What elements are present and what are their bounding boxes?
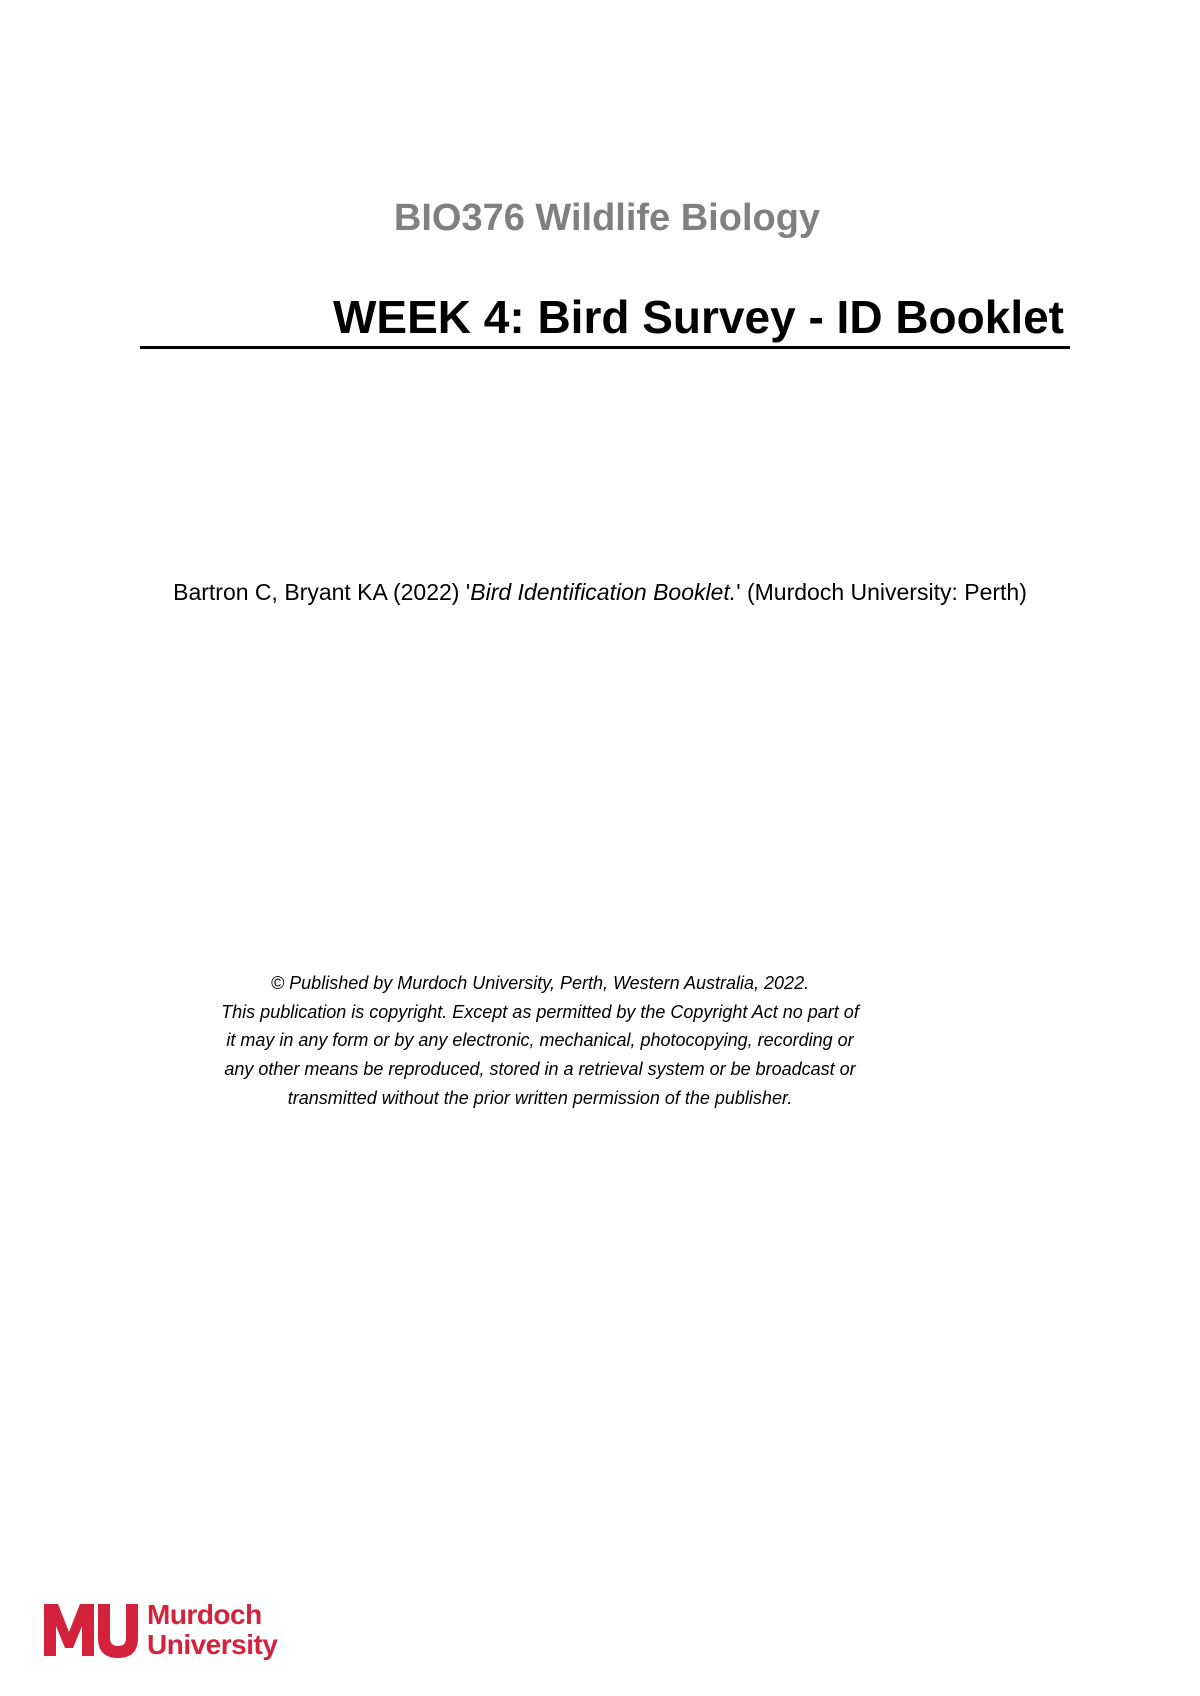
page-title: WEEK 4: Bird Survey - ID Booklet bbox=[332, 291, 1064, 343]
copyright-line: This publication is copyright. Except as permitted by the Copyright Act no part of bbox=[221, 1001, 859, 1022]
copyright-line: any other means be reproduced, stored in a retrieval system or be broadcast or bbox=[224, 1059, 856, 1080]
copyright-line: © Published by Murdoch University, Perth, Western Australia, 2022. bbox=[270, 973, 810, 993]
copyright-line: transmitted without the prior written permission of the publisher. bbox=[287, 1087, 793, 1108]
mu-monogram-icon bbox=[44, 1602, 140, 1658]
citation-authors: Bartron C, Bryant KA (2022) ' bbox=[173, 579, 471, 605]
citation-publisher: ' (Murdoch University: Perth) bbox=[736, 579, 1027, 605]
logo-name-line1: Murdoch bbox=[147, 1599, 262, 1630]
title-underline bbox=[140, 346, 1070, 349]
citation-title: Bird Identification Booklet. bbox=[470, 579, 737, 605]
citation bbox=[0, 578, 1200, 606]
copyright-line: it may in any form or by any electronic, mechanical, photocopying, recording or bbox=[226, 1030, 854, 1051]
course-title: BIO376 Wildlife Biology bbox=[393, 197, 821, 239]
murdoch-university-logo bbox=[44, 1599, 294, 1664]
logo-wordmark bbox=[147, 1600, 277, 1660]
logo-name-line2: University bbox=[147, 1629, 278, 1660]
copyright-notice bbox=[200, 969, 880, 1113]
